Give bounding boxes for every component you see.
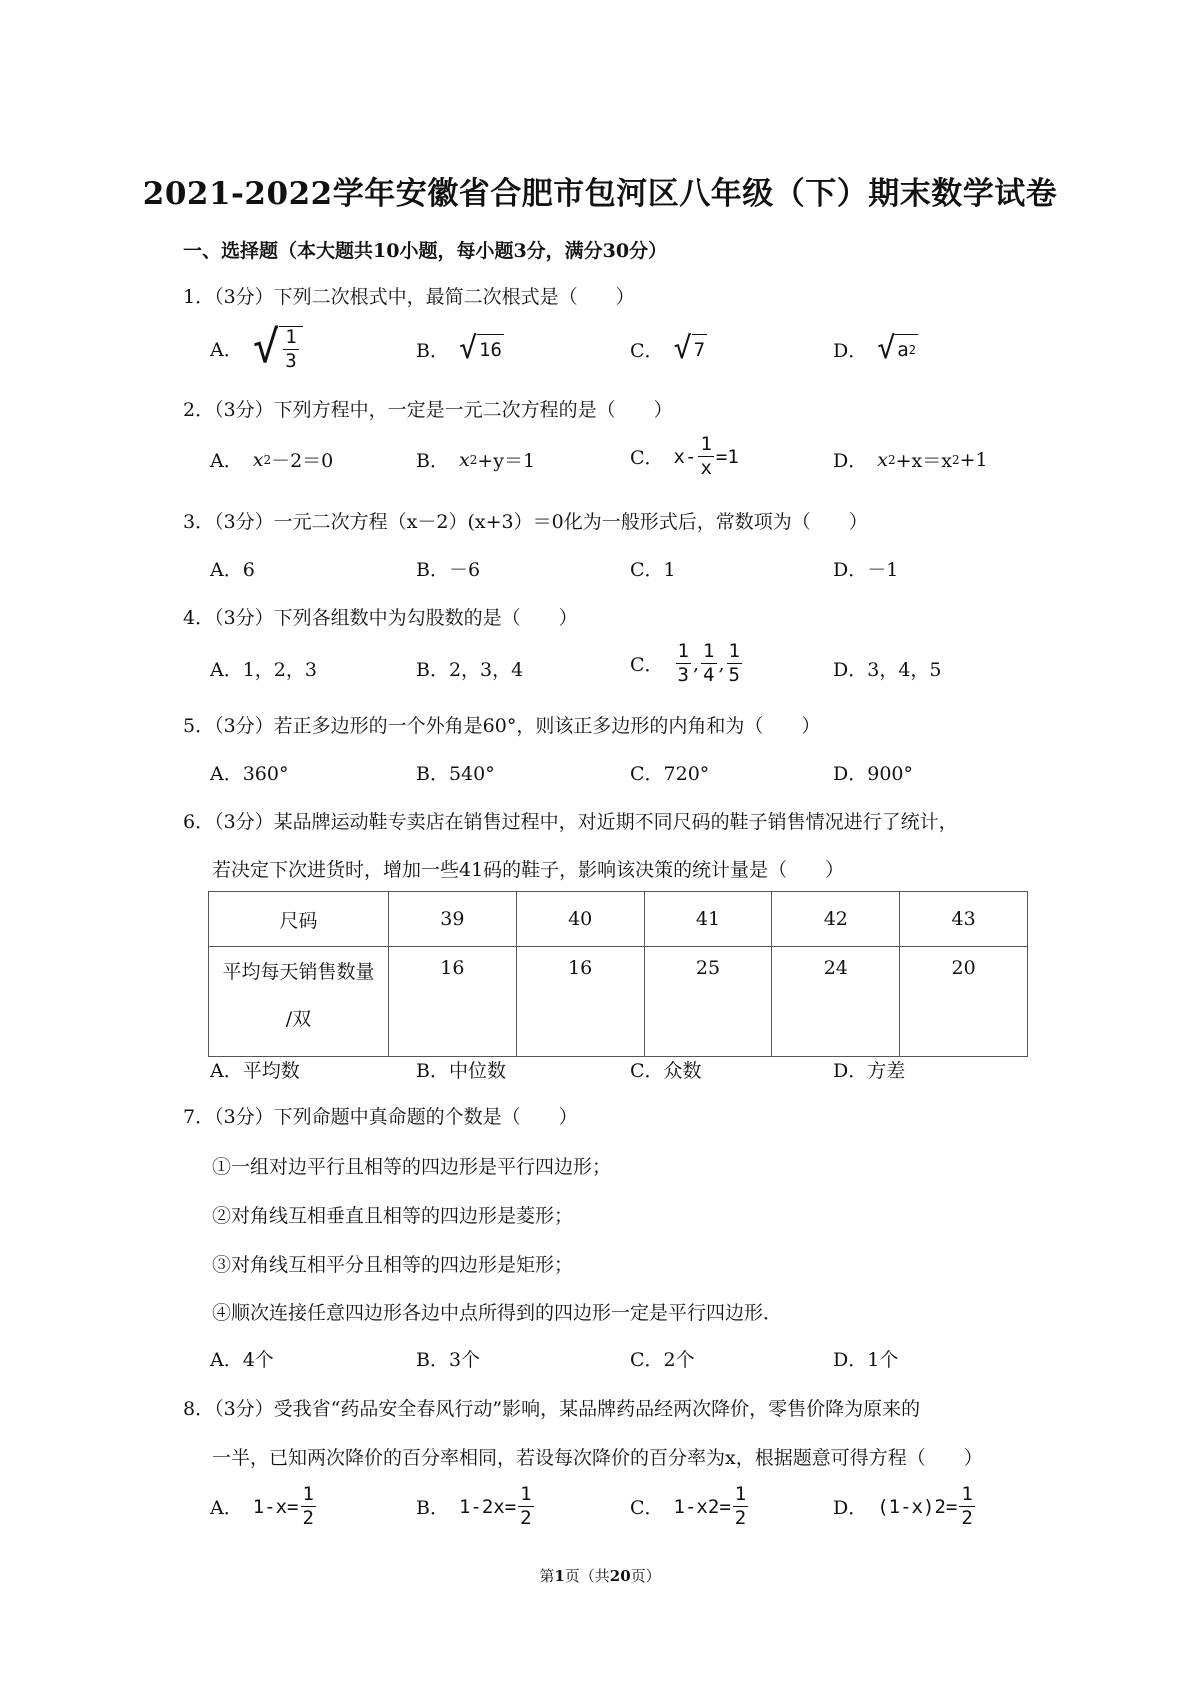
table-cell: 43 xyxy=(900,892,1028,947)
q1-option-b[interactable]: B． √ 16 xyxy=(416,331,502,366)
q7-statement-1: ①一组对边平行且相等的四边形是平行四边形； xyxy=(212,1156,612,1178)
q2-option-c[interactable]: C． x- $\frac{1}{x}$ =1 xyxy=(630,433,739,479)
sqrt-expr: √ 7 xyxy=(673,331,706,366)
table-cell: 41 xyxy=(644,892,772,947)
q3-option-c[interactable]: C．1 xyxy=(630,559,676,581)
q7-option-d[interactable]: D．1个 xyxy=(833,1349,899,1371)
table-header-cell: 尺码 xyxy=(209,892,389,947)
q7-statement-3: ③对角线互相平分且相等的四边形是矩形； xyxy=(212,1254,574,1276)
q6-option-a[interactable]: A．平均数 xyxy=(210,1060,300,1082)
q8-option-a[interactable]: A． 1-x= $\frac{1}{2}$ xyxy=(210,1483,314,1529)
sqrt-expr: √ 16 xyxy=(458,331,502,366)
table-cell: 25 xyxy=(644,947,772,1057)
q7-option-a[interactable]: A．4个 xyxy=(210,1349,274,1371)
table-cell: 39 xyxy=(389,892,517,947)
table-cell: 42 xyxy=(772,892,900,947)
table-cell: 24 xyxy=(772,947,900,1057)
q3-stem: 3．（3分）一元二次方程（x－2）(x+3）＝0化为一般形式后，常数项为（ ） xyxy=(183,511,868,533)
table-row xyxy=(209,892,1028,947)
q1-stem: 1．（3分）下列二次根式中，最简二次根式是（ ） xyxy=(183,286,635,308)
q6-option-c[interactable]: C．众数 xyxy=(630,1060,702,1082)
table-header-cell: 平均每天销售数量 /双 xyxy=(209,947,389,1057)
section-heading: 一、选择题（本大题共10小题，每小题3分，满分30分） xyxy=(183,240,668,262)
sqrt-expr: √ $\frac{1}{3}$ xyxy=(253,326,303,371)
q1-option-c[interactable]: C． √ 7 xyxy=(630,331,706,366)
q5-option-d[interactable]: D．900° xyxy=(833,763,913,785)
q4-option-c[interactable]: C． $\frac{1}{3}$ , $\frac{1}{4}$ , $\frac{1}{5}$ xyxy=(630,640,740,686)
q6-option-d[interactable]: D．方差 xyxy=(833,1060,906,1082)
table-cell: 16 xyxy=(389,947,517,1057)
q5-option-b[interactable]: B．540° xyxy=(416,763,495,785)
table-cell: 16 xyxy=(516,947,644,1057)
q3-option-a[interactable]: A．6 xyxy=(210,559,255,581)
q8-option-b[interactable]: B． 1-2x= $\frac{1}{2}$ xyxy=(416,1483,532,1529)
q5-option-a[interactable]: A．360° xyxy=(210,763,289,785)
q4-stem: 4．（3分）下列各组数中为勾股数的是（ ） xyxy=(183,607,578,629)
q7-option-c[interactable]: C．2个 xyxy=(630,1349,695,1371)
q8-stem-line1: 8．（3分）受我省“药品安全春风行动”影响，某品牌药品经两次降价，零售价降为原来的 xyxy=(183,1398,921,1420)
q5-stem: 5．（3分）若正多边形的一个外角是60°，则该正多边形的内角和为（ ） xyxy=(183,715,821,737)
table-cell: 20 xyxy=(900,947,1028,1057)
q7-stem: 7．（3分）下列命题中真命题的个数是（ ） xyxy=(183,1106,578,1128)
sqrt-expr: √ a 2 xyxy=(877,331,916,366)
q1-option-a[interactable]: A． √ $\frac{1}{3}$ xyxy=(210,326,303,371)
table-row xyxy=(209,947,1028,1057)
q4-option-d[interactable]: D．3，4，5 xyxy=(833,659,942,681)
q2-option-d[interactable]: D． x 2 +x＝x 2 +1 xyxy=(833,448,988,472)
q3-option-b[interactable]: B．－6 xyxy=(416,559,481,581)
q7-option-b[interactable]: B．3个 xyxy=(416,1349,481,1371)
q2-option-a[interactable]: A． x 2 －2＝0 xyxy=(210,448,334,472)
q2-option-b[interactable]: B． x 2 +y＝1 xyxy=(416,448,536,472)
q8-option-d[interactable]: D． (1-x) 2 = $\frac{1}{2}$ xyxy=(833,1483,973,1529)
q8-stem-line2: 一半，已知两次降价的百分率相同，若设每次降价的百分率为x，根据题意可得方程（ ） xyxy=(212,1447,983,1469)
q1-option-d[interactable]: D． √ a 2 xyxy=(833,331,916,366)
q4-option-b[interactable]: B．2，3，4 xyxy=(416,659,524,681)
q2-stem: 2．（3分）下列方程中，一定是一元二次方程的是（ ） xyxy=(183,399,673,421)
q7-statement-4: ④顺次连接任意四边形各边中点所得到的四边形一定是平行四边形． xyxy=(212,1302,783,1324)
table-cell: 40 xyxy=(516,892,644,947)
q6-option-b[interactable]: B．中位数 xyxy=(416,1060,506,1082)
q6-stem-line1: 6．（3分）某品牌运动鞋专卖店在销售过程中，对近期不同尺码的鞋子销售情况进行了统计， xyxy=(183,811,958,833)
q8-option-c[interactable]: C． 1-x 2 = $\frac{1}{2}$ xyxy=(630,1483,747,1529)
q3-option-d[interactable]: D．－1 xyxy=(833,559,899,581)
q7-statement-2: ②对角线互相垂直且相等的四边形是菱形； xyxy=(212,1205,574,1227)
page-title: 2021-2022学年安徽省合肥市包河区八年级（下）期末数学试卷 xyxy=(142,176,1058,212)
q6-stem-line2: 若决定下次进货时，增加一些41码的鞋子，影响该决策的统计量是（ ） xyxy=(212,859,845,881)
q4-option-a[interactable]: A．1，2，3 xyxy=(210,659,317,681)
page-number: 第1页（共20页） xyxy=(539,1567,661,1585)
shoe-size-table xyxy=(208,891,1028,1057)
q5-option-c[interactable]: C．720° xyxy=(630,763,710,785)
